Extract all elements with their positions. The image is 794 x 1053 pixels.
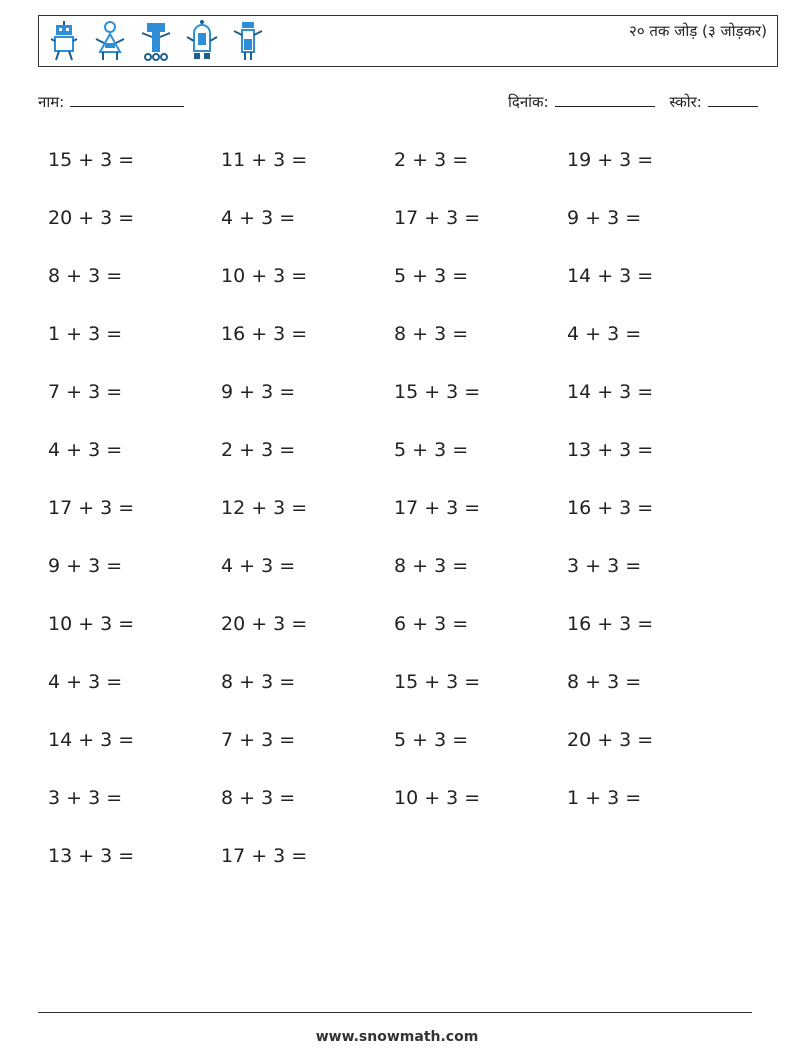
problem-item: 17 + 3 = xyxy=(221,845,308,867)
problem-item: 16 + 3 = xyxy=(567,497,654,519)
problem-item: 20 + 3 = xyxy=(567,729,654,751)
robot-icon xyxy=(47,19,81,63)
date-label: दिनांक: xyxy=(508,93,549,111)
problem-item: 4 + 3 = xyxy=(221,207,296,229)
problem-item: 9 + 3 = xyxy=(48,555,123,577)
problem-item: 11 + 3 = xyxy=(221,149,308,171)
problem-item: 4 + 3 = xyxy=(48,671,123,693)
problem-item: 10 + 3 = xyxy=(394,787,481,809)
problem-item: 2 + 3 = xyxy=(221,439,296,461)
problem-item: 1 + 3 = xyxy=(48,323,123,345)
problem-item: 5 + 3 = xyxy=(394,729,469,751)
problem-item: 4 + 3 = xyxy=(567,323,642,345)
problem-item: 15 + 3 = xyxy=(48,149,135,171)
problem-item: 5 + 3 = xyxy=(394,265,469,287)
footer-divider xyxy=(38,1012,752,1013)
problem-item: 15 + 3 = xyxy=(394,671,481,693)
problem-item: 8 + 3 = xyxy=(221,787,296,809)
problem-item: 2 + 3 = xyxy=(394,149,469,171)
problem-item: 7 + 3 = xyxy=(221,729,296,751)
robot-icon xyxy=(139,19,173,63)
problem-item: 14 + 3 = xyxy=(48,729,135,751)
problem-item: 5 + 3 = xyxy=(394,439,469,461)
problem-item: 12 + 3 = xyxy=(221,497,308,519)
problem-item: 14 + 3 = xyxy=(567,265,654,287)
problem-item: 9 + 3 = xyxy=(567,207,642,229)
problem-item: 16 + 3 = xyxy=(221,323,308,345)
problem-item: 8 + 3 = xyxy=(394,323,469,345)
problem-item: 8 + 3 = xyxy=(221,671,296,693)
problem-item: 17 + 3 = xyxy=(394,497,481,519)
name-blank[interactable] xyxy=(70,92,184,107)
problem-item: 20 + 3 = xyxy=(48,207,135,229)
problem-item: 1 + 3 = xyxy=(567,787,642,809)
problem-item: 8 + 3 = xyxy=(48,265,123,287)
header-box xyxy=(38,15,778,67)
problem-item: 3 + 3 = xyxy=(48,787,123,809)
robot-icon xyxy=(231,19,265,63)
date-blank[interactable] xyxy=(555,92,655,107)
problem-item: 14 + 3 = xyxy=(567,381,654,403)
score-label: स्कोर: xyxy=(669,93,702,111)
problem-item: 13 + 3 = xyxy=(48,845,135,867)
problem-item: 10 + 3 = xyxy=(221,265,308,287)
problem-item: 8 + 3 = xyxy=(394,555,469,577)
problem-item: 13 + 3 = xyxy=(567,439,654,461)
robot-icon xyxy=(93,19,127,63)
problem-item: 10 + 3 = xyxy=(48,613,135,635)
problem-item: 3 + 3 = xyxy=(567,555,642,577)
name-field xyxy=(38,92,184,112)
problem-item: 15 + 3 = xyxy=(394,381,481,403)
score-blank[interactable] xyxy=(708,92,758,107)
problem-item: 4 + 3 = xyxy=(48,439,123,461)
name-label: नाम: xyxy=(38,93,65,111)
robot-strip xyxy=(47,19,265,63)
footer-url: www.snowmath.com xyxy=(315,1029,479,1045)
worksheet-title: २० तक जोड़ (३ जोड़कर) xyxy=(629,22,767,40)
problem-item: 4 + 3 = xyxy=(221,555,296,577)
problem-item: 7 + 3 = xyxy=(48,381,123,403)
problem-item: 20 + 3 = xyxy=(221,613,308,635)
problem-item: 16 + 3 = xyxy=(567,613,654,635)
problem-item: 19 + 3 = xyxy=(567,149,654,171)
problem-item: 17 + 3 = xyxy=(394,207,481,229)
problem-item: 8 + 3 = xyxy=(567,671,642,693)
robot-icon xyxy=(185,19,219,63)
problem-item: 17 + 3 = xyxy=(48,497,135,519)
problem-item: 9 + 3 = xyxy=(221,381,296,403)
problem-item: 6 + 3 = xyxy=(394,613,469,635)
date-score-fields xyxy=(508,92,758,112)
